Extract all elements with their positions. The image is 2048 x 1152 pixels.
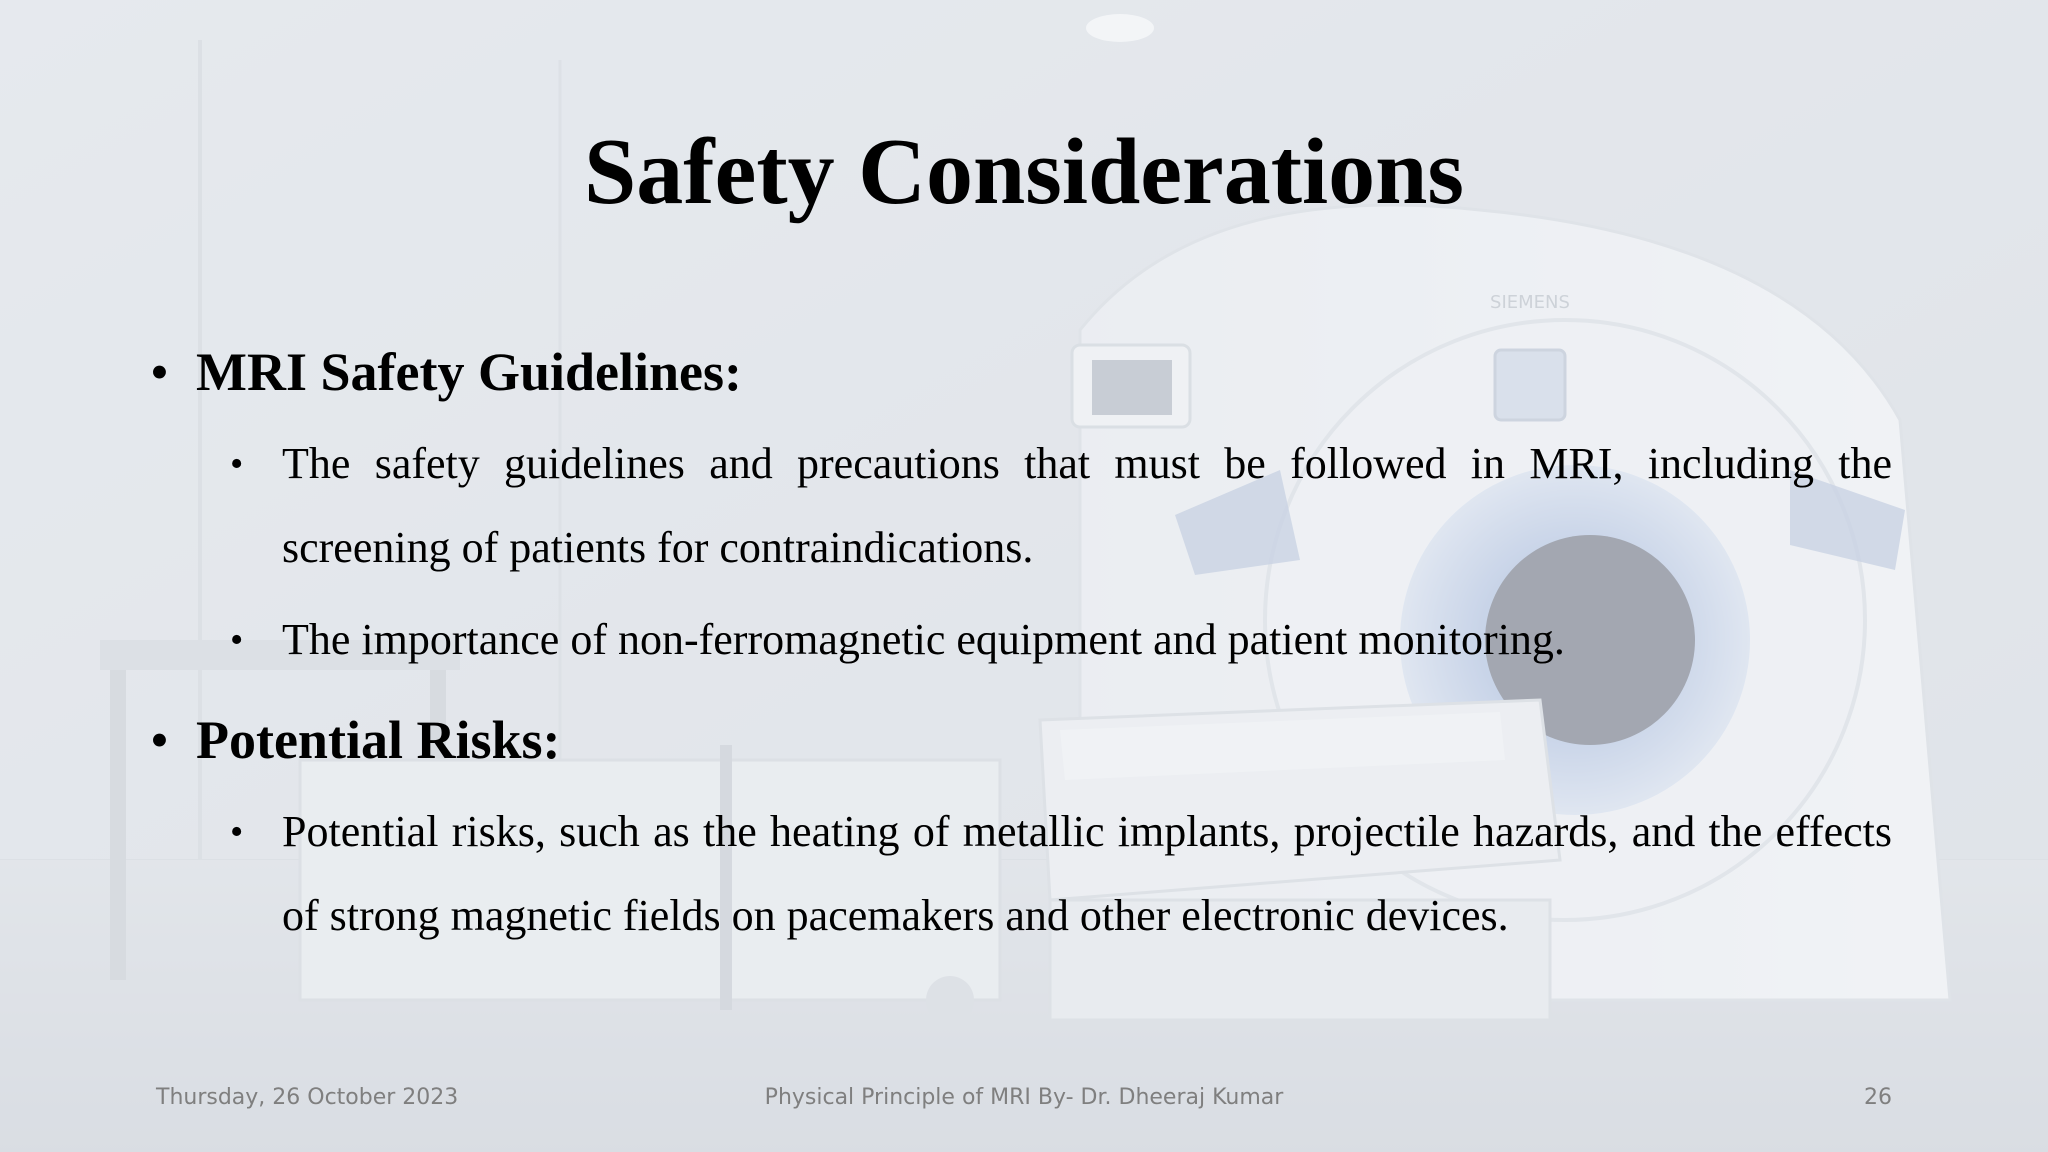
bullet-icon: • <box>230 811 244 853</box>
bullet-icon: • <box>230 619 244 661</box>
slide-body <box>150 330 1892 958</box>
footer-title: Physical Principle of MRI By- Dr. Dheeraj Kumar <box>764 1085 1284 1110</box>
footer-date: Thursday, 26 October 2023 <box>156 1085 459 1110</box>
list-item-text: The importance of non-ferromagnetic equipment and patient monitoring. <box>282 615 1565 664</box>
section-heading-text: MRI Safety Guidelines: <box>196 342 742 402</box>
list-item <box>150 790 1892 958</box>
list-item-text: Potential risks, such as the heating of metallic implants, projectile hazards, and the effects of strong magnetic fields on pacemakers and other electronic devices. <box>282 807 1892 940</box>
section-heading-text: Potential Risks: <box>196 710 561 770</box>
bullet-icon: • <box>150 342 169 402</box>
list-item <box>150 422 1892 590</box>
bullet-icon: • <box>150 710 169 770</box>
page-number: 26 <box>1864 1085 1892 1110</box>
bullet-icon: • <box>230 443 244 485</box>
list-item-text: The safety guidelines and precautions that must be followed in MRI, including the screening of patients for contraindications. <box>282 439 1892 572</box>
section-heading-potential-risks <box>150 698 1892 782</box>
section-heading-mri-safety-guidelines <box>150 330 1892 414</box>
list-item <box>150 598 1892 682</box>
slide-title: Safety Considerations <box>584 120 1464 224</box>
